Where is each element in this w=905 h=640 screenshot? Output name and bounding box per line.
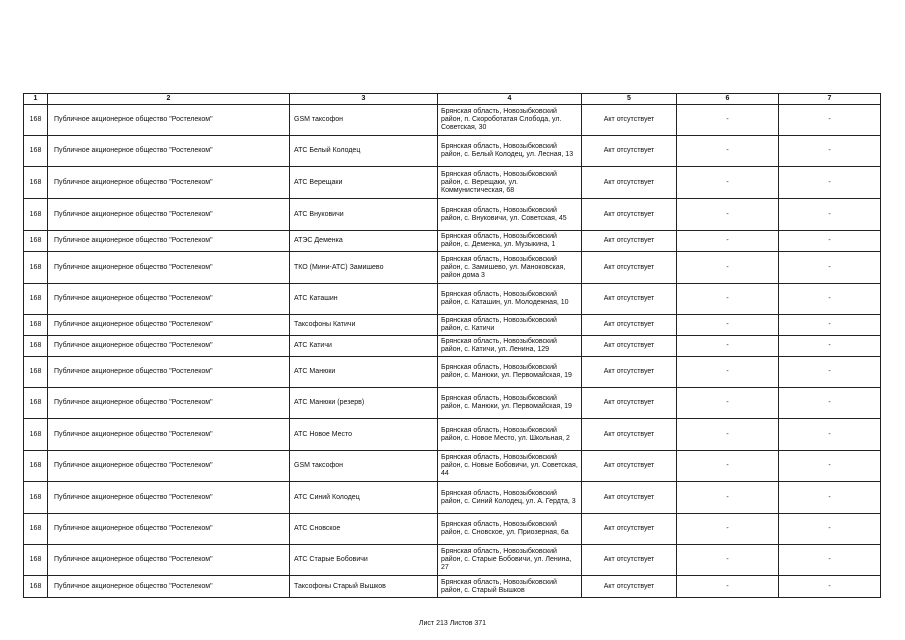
act-status: Акт отсутствует <box>582 576 677 598</box>
act-status: Акт отсутствует <box>582 231 677 252</box>
row-number: 168 <box>24 576 48 598</box>
table-row <box>24 105 881 136</box>
act-status: Акт отсутствует <box>582 419 677 451</box>
column-6-value: - <box>677 451 779 482</box>
column-header: 6 <box>677 94 779 105</box>
object-name: АТС Катичи <box>290 336 438 357</box>
row-number: 168 <box>24 315 48 336</box>
table-row <box>24 514 881 545</box>
act-status: Акт отсутствует <box>582 284 677 315</box>
organization-name: Публичное акционерное общество "Ростелеком" <box>48 252 290 284</box>
act-status: Акт отсутствует <box>582 315 677 336</box>
act-status: Акт отсутствует <box>582 482 677 514</box>
object-address: Брянская область, Новозыбковский район, с. Синий Колодец, ул. А. Гердта, 3 <box>438 482 582 514</box>
organization-name: Публичное акционерное общество "Ростелеком" <box>48 231 290 252</box>
column-6-value: - <box>677 231 779 252</box>
object-address: Брянская область, Новозыбковский район, с. Замишево, ул. Маноковская, район дома 3 <box>438 252 582 284</box>
table-row <box>24 252 881 284</box>
act-status: Акт отсутствует <box>582 514 677 545</box>
column-6-value: - <box>677 284 779 315</box>
table-row <box>24 136 881 167</box>
organization-name: Публичное акционерное общество "Ростелеком" <box>48 199 290 231</box>
column-6-value: - <box>677 419 779 451</box>
act-status: Акт отсутствует <box>582 199 677 231</box>
act-status: Акт отсутствует <box>582 167 677 199</box>
organization-name: Публичное акционерное общество "Ростелеком" <box>48 388 290 419</box>
organization-name: Публичное акционерное общество "Ростелеком" <box>48 336 290 357</box>
object-address: Брянская область, Новозыбковский район, с. Катичи, ул. Ленина, 129 <box>438 336 582 357</box>
act-status: Акт отсутствует <box>582 136 677 167</box>
table-row <box>24 545 881 576</box>
object-address: Брянская область, Новозыбковский район, с. Старый Вышков <box>438 576 582 598</box>
column-7-value: - <box>779 419 881 451</box>
column-7-value: - <box>779 231 881 252</box>
object-name: АТС Внуковичи <box>290 199 438 231</box>
object-name: Таксофоны Катичи <box>290 315 438 336</box>
column-header: 1 <box>24 94 48 105</box>
organization-name: Публичное акционерное общество "Ростелеком" <box>48 136 290 167</box>
column-7-value: - <box>779 514 881 545</box>
row-number: 168 <box>24 284 48 315</box>
object-name: АТС Верещаки <box>290 167 438 199</box>
object-address: Брянская область, Новозыбковский район, с. Старые Бобовичи, ул. Ленина, 27 <box>438 545 582 576</box>
column-header: 3 <box>290 94 438 105</box>
object-name: АТС Сновское <box>290 514 438 545</box>
row-number: 168 <box>24 482 48 514</box>
column-7-value: - <box>779 284 881 315</box>
organization-name: Публичное акционерное общество "Ростелеком" <box>48 284 290 315</box>
object-name: АТЭС Деменка <box>290 231 438 252</box>
column-6-value: - <box>677 167 779 199</box>
row-number: 168 <box>24 388 48 419</box>
row-number: 168 <box>24 252 48 284</box>
row-number: 168 <box>24 451 48 482</box>
row-number: 168 <box>24 199 48 231</box>
table-row <box>24 315 881 336</box>
object-address: Брянская область, Новозыбковский район, с. Белый Колодец, ул. Лесная, 13 <box>438 136 582 167</box>
row-number: 168 <box>24 514 48 545</box>
column-6-value: - <box>677 199 779 231</box>
column-6-value: - <box>677 105 779 136</box>
column-6-value: - <box>677 514 779 545</box>
column-7-value: - <box>779 576 881 598</box>
object-address: Брянская область, Новозыбковский район, с. Сновское, ул. Приозерная, 6а <box>438 514 582 545</box>
row-number: 168 <box>24 136 48 167</box>
register-table <box>23 93 881 598</box>
column-6-value: - <box>677 336 779 357</box>
row-number: 168 <box>24 167 48 199</box>
object-name: АТС Манюки <box>290 357 438 388</box>
object-address: Брянская область, Новозыбковский район, с. Новое Место, ул. Школьная, 2 <box>438 419 582 451</box>
page-footer: Лист 213 Листов 371 <box>418 620 487 627</box>
object-address: Брянская область, Новозыбковский район, с. Верещаки, ул. Коммунистическая, 68 <box>438 167 582 199</box>
column-7-value: - <box>779 136 881 167</box>
row-number: 168 <box>24 231 48 252</box>
organization-name: Публичное акционерное общество "Ростелеком" <box>48 105 290 136</box>
organization-name: Публичное акционерное общество "Ростелеком" <box>48 576 290 598</box>
table-row <box>24 231 881 252</box>
object-name: АТС Синий Колодец <box>290 482 438 514</box>
object-address: Брянская область, Новозыбковский район, с. Новые Бобовичи, ул. Советская, 44 <box>438 451 582 482</box>
object-name: АТС Белый Колодец <box>290 136 438 167</box>
object-address: Брянская область, Новозыбковский район, п. Скороботатая Слобода, ул. Советская, 30 <box>438 105 582 136</box>
table-row <box>24 336 881 357</box>
table-row <box>24 199 881 231</box>
column-7-value: - <box>779 545 881 576</box>
object-address: Брянская область, Новозыбковский район, с. Манюки, ул. Первомайская, 19 <box>438 388 582 419</box>
object-name: GSM таксофон <box>290 105 438 136</box>
column-7-value: - <box>779 336 881 357</box>
organization-name: Публичное акционерное общество "Ростелеком" <box>48 514 290 545</box>
organization-name: Публичное акционерное общество "Ростелеком" <box>48 451 290 482</box>
column-header: 2 <box>48 94 290 105</box>
object-name: АТС Манюки (резерв) <box>290 388 438 419</box>
register-table-body <box>24 94 881 598</box>
column-7-value: - <box>779 315 881 336</box>
object-name: Таксофоны Старый Вышков <box>290 576 438 598</box>
organization-name: Публичное акционерное общество "Ростелеком" <box>48 482 290 514</box>
table-row <box>24 576 881 598</box>
object-address: Брянская область, Новозыбковский район, с. Манюки, ул. Первомайская, 19 <box>438 357 582 388</box>
column-6-value: - <box>677 136 779 167</box>
object-name: ТКО (Мини-АТС) Замишево <box>290 252 438 284</box>
column-header: 5 <box>582 94 677 105</box>
organization-name: Публичное акционерное общество "Ростелеком" <box>48 419 290 451</box>
table-row <box>24 451 881 482</box>
column-6-value: - <box>677 576 779 598</box>
object-address: Брянская область, Новозыбковский район, с. Внуковичи, ул. Советская, 45 <box>438 199 582 231</box>
table-row <box>24 388 881 419</box>
act-status: Акт отсутствует <box>582 545 677 576</box>
act-status: Акт отсутствует <box>582 388 677 419</box>
column-6-value: - <box>677 357 779 388</box>
column-header: 4 <box>438 94 582 105</box>
table-row <box>24 357 881 388</box>
column-6-value: - <box>677 252 779 284</box>
column-6-value: - <box>677 545 779 576</box>
column-7-value: - <box>779 482 881 514</box>
object-address: Брянская область, Новозыбковский район, с. Деменка, ул. Музыкина, 1 <box>438 231 582 252</box>
object-name: GSM таксофон <box>290 451 438 482</box>
object-name: АТС Старые Бобовичи <box>290 545 438 576</box>
column-7-value: - <box>779 105 881 136</box>
column-6-value: - <box>677 315 779 336</box>
row-number: 168 <box>24 545 48 576</box>
column-7-value: - <box>779 252 881 284</box>
table-row <box>24 167 881 199</box>
table-row <box>24 482 881 514</box>
act-status: Акт отсутствует <box>582 105 677 136</box>
table-header-row <box>24 94 881 105</box>
organization-name: Публичное акционерное общество "Ростелеком" <box>48 545 290 576</box>
organization-name: Публичное акционерное общество "Ростелеком" <box>48 315 290 336</box>
object-address: Брянская область, Новозыбковский район, с. Каташин, ул. Молодежная, 10 <box>438 284 582 315</box>
column-header: 7 <box>779 94 881 105</box>
column-7-value: - <box>779 388 881 419</box>
table-row <box>24 284 881 315</box>
act-status: Акт отсутствует <box>582 451 677 482</box>
row-number: 168 <box>24 336 48 357</box>
object-name: АТС Новое Место <box>290 419 438 451</box>
column-6-value: - <box>677 482 779 514</box>
object-address: Брянская область, Новозыбковский район, с. Катичи <box>438 315 582 336</box>
column-7-value: - <box>779 357 881 388</box>
object-name: АТС Каташин <box>290 284 438 315</box>
row-number: 168 <box>24 419 48 451</box>
act-status: Акт отсутствует <box>582 252 677 284</box>
column-7-value: - <box>779 167 881 199</box>
column-7-value: - <box>779 451 881 482</box>
row-number: 168 <box>24 105 48 136</box>
table-row <box>24 419 881 451</box>
column-6-value: - <box>677 388 779 419</box>
act-status: Акт отсутствует <box>582 357 677 388</box>
act-status: Акт отсутствует <box>582 336 677 357</box>
row-number: 168 <box>24 357 48 388</box>
column-7-value: - <box>779 199 881 231</box>
organization-name: Публичное акционерное общество "Ростелеком" <box>48 167 290 199</box>
organization-name: Публичное акционерное общество "Ростелеком" <box>48 357 290 388</box>
